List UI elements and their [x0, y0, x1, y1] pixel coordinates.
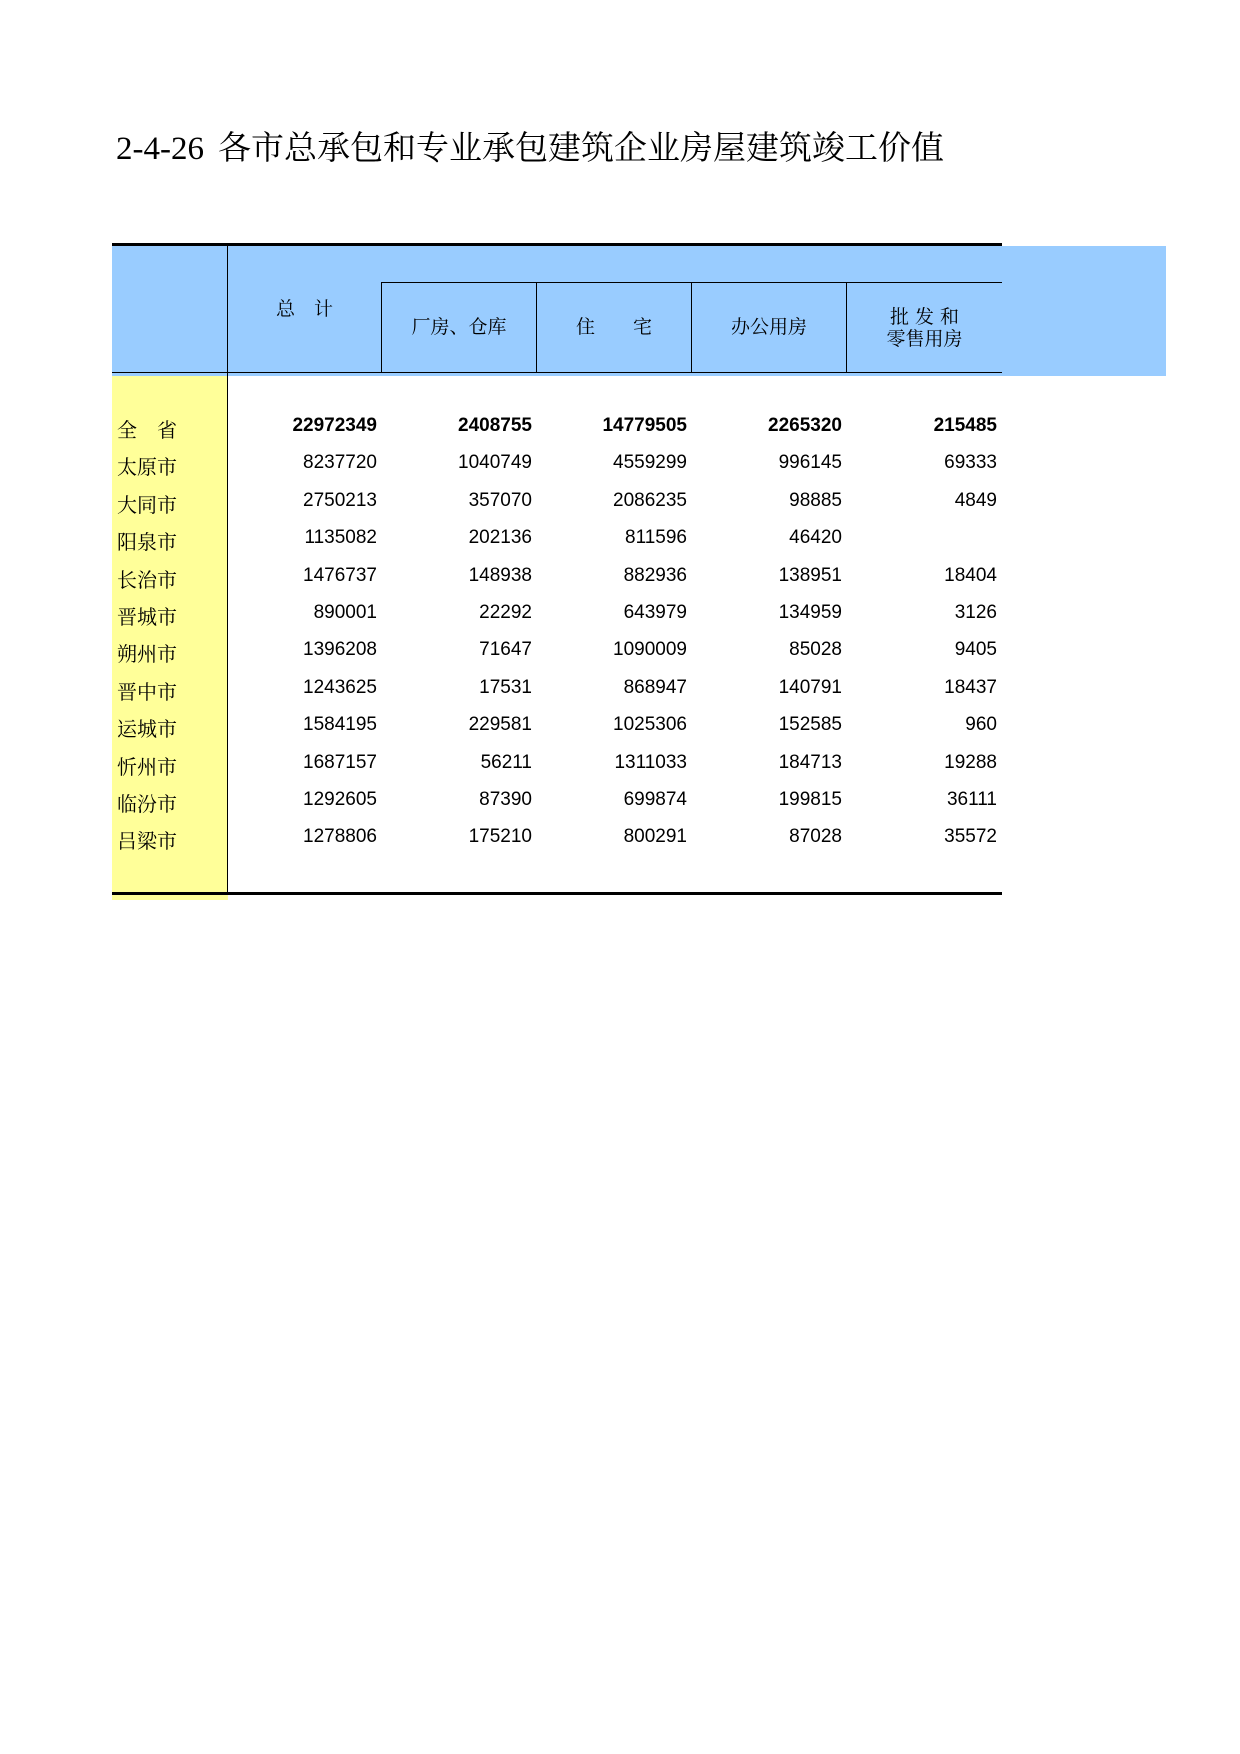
bottom-rule [112, 892, 1002, 895]
cell-total: 1476737 [303, 565, 377, 586]
cell-retail: 36111 [946, 789, 997, 810]
cell-residential: 699874 [623, 789, 687, 810]
cell-factory: 71647 [479, 639, 532, 660]
cell-residential: 643979 [623, 602, 687, 623]
header-factory: 厂房、仓库 [411, 316, 507, 338]
cell-office: 134959 [778, 602, 842, 623]
cell-total: 1278806 [303, 826, 377, 847]
header-retail-line2: 零售用房 [886, 328, 963, 350]
cell-office: 138951 [778, 565, 842, 586]
cell-residential: 2086235 [613, 490, 687, 511]
cell-total: 1135082 [304, 527, 377, 548]
cell-retail: 4849 [954, 490, 997, 511]
cell-retail: 18404 [944, 565, 997, 586]
cell-residential: 4559299 [613, 452, 687, 473]
region-label: 全 省 [117, 418, 177, 442]
cell-residential: 1090009 [613, 639, 687, 660]
cell-residential: 882936 [623, 565, 687, 586]
cell-factory: 56211 [480, 752, 532, 773]
cell-total: 1687157 [303, 752, 377, 773]
cell-residential: 14779505 [602, 415, 687, 436]
cell-retail: 35572 [944, 826, 997, 847]
region-label: 朔州市 [117, 642, 177, 666]
cell-office: 996145 [778, 452, 842, 473]
region-label: 大同市 [117, 493, 177, 517]
region-label: 太原市 [117, 455, 177, 479]
cell-total: 1243625 [303, 677, 377, 698]
region-label: 临汾市 [117, 792, 177, 816]
cell-residential: 868947 [623, 677, 687, 698]
cell-total: 890001 [313, 602, 377, 623]
region-label: 晋城市 [117, 605, 177, 629]
region-label: 运城市 [117, 717, 177, 741]
region-label: 长治市 [117, 568, 177, 592]
cell-retail: 69333 [944, 452, 997, 473]
header-residential: 住 宅 [575, 316, 652, 338]
cell-factory: 202136 [468, 527, 532, 548]
cell-office: 98885 [789, 490, 842, 511]
cell-residential: 800291 [623, 826, 687, 847]
cell-factory: 148938 [468, 565, 532, 586]
region-label: 吕梁市 [117, 829, 177, 853]
cell-retail: 9405 [954, 639, 997, 660]
cell-residential: 811596 [625, 527, 687, 548]
cell-factory: 1040749 [458, 452, 532, 473]
subheader-top-line [382, 282, 1002, 283]
cell-factory: 175210 [468, 826, 532, 847]
cell-factory: 87390 [479, 789, 532, 810]
cell-office: 140791 [778, 677, 842, 698]
header-office: 办公用房 [730, 316, 807, 338]
cell-total: 22972349 [292, 415, 377, 436]
cell-retail: 18437 [944, 677, 997, 698]
cell-office: 46420 [789, 527, 842, 548]
cell-residential: 1025306 [613, 714, 687, 735]
cell-retail: 215485 [933, 415, 997, 436]
table-number: 2-4-26 [116, 131, 204, 167]
cell-office: 85028 [789, 639, 842, 660]
cell-total: 1396208 [303, 639, 377, 660]
cell-total: 1584195 [303, 714, 377, 735]
header-retail [847, 306, 1002, 350]
cell-retail: 3126 [954, 602, 997, 623]
region-label: 阳泉市 [117, 530, 177, 554]
region-label: 忻州市 [117, 755, 177, 779]
page-title [116, 122, 944, 169]
header-total: 总 计 [275, 298, 333, 320]
header-retail-line1: 批 发 和 [889, 306, 960, 328]
cell-total: 1292605 [303, 789, 377, 810]
cell-retail: 19288 [944, 752, 997, 773]
cell-total: 2750213 [303, 490, 377, 511]
cell-retail: 960 [965, 714, 997, 735]
region-label: 晋中市 [117, 680, 177, 704]
cell-office: 199815 [778, 789, 842, 810]
cell-factory: 229581 [468, 714, 532, 735]
cell-factory: 357070 [468, 490, 532, 511]
cell-total: 8237720 [303, 452, 377, 473]
cell-factory: 17531 [479, 677, 532, 698]
cell-residential: 1311033 [614, 752, 687, 773]
cell-factory: 22292 [479, 602, 532, 623]
cell-office: 184713 [778, 752, 842, 773]
header-bottom-line [112, 372, 1002, 373]
cell-factory: 2408755 [458, 415, 532, 436]
cell-office: 2265320 [768, 415, 842, 436]
top-rule [112, 243, 1002, 246]
cell-office: 152585 [778, 714, 842, 735]
cell-office: 87028 [789, 826, 842, 847]
table-title: 各市总承包和专业承包建筑企业房屋建筑竣工价值 [217, 128, 944, 167]
